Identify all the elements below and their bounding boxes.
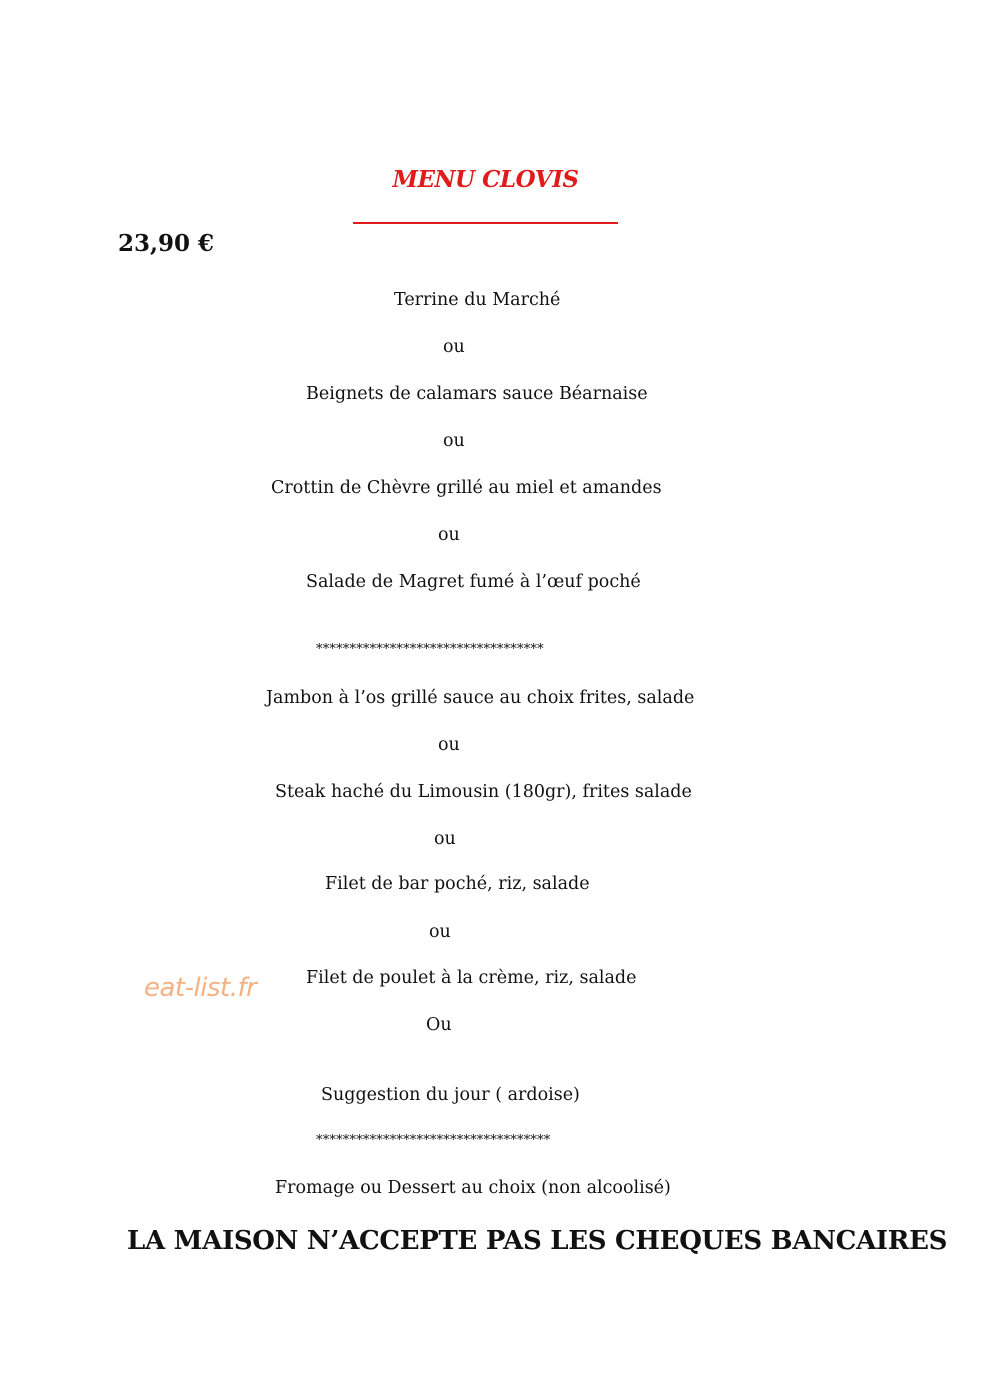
or-separator: Ou [426,1015,452,1035]
main-item: Suggestion du jour ( ardoise) [321,1085,580,1105]
or-separator: ou [429,922,451,942]
starter-item: Salade de Magret fumé à l’œuf poché [306,572,641,592]
starter-item: Beignets de calamars sauce Béarnaise [306,384,648,404]
dessert-item: Fromage ou Dessert au choix (non alcoolisé) [275,1178,671,1198]
menu-title: MENU CLOVIS [392,166,579,193]
main-item: Filet de bar poché, riz, salade [325,874,590,894]
course-separator: *********************************** [316,1133,551,1148]
payment-notice: LA MAISON N’ACCEPTE PAS LES CHEQUES BANCAIRES [127,1226,948,1256]
watermark-logo: eat-list.fr [144,973,257,1003]
starter-item: Crottin de Chèvre grillé au miel et amandes [271,478,662,498]
or-separator: ou [438,735,460,755]
or-separator: ou [438,525,460,545]
or-separator: ou [443,431,465,451]
menu-price: 23,90 € [118,230,215,257]
or-separator: ou [443,337,465,357]
main-item: Jambon à l’os grillé sauce au choix frites, salade [266,688,695,708]
course-separator: ********************************** [316,642,544,657]
title-underline [353,222,618,224]
main-item: Filet de poulet à la crème, riz, salade [306,968,637,988]
or-separator: ou [434,829,456,849]
starter-item: Terrine du Marché [394,290,561,310]
main-item: Steak haché du Limousin (180gr), frites salade [275,782,692,802]
